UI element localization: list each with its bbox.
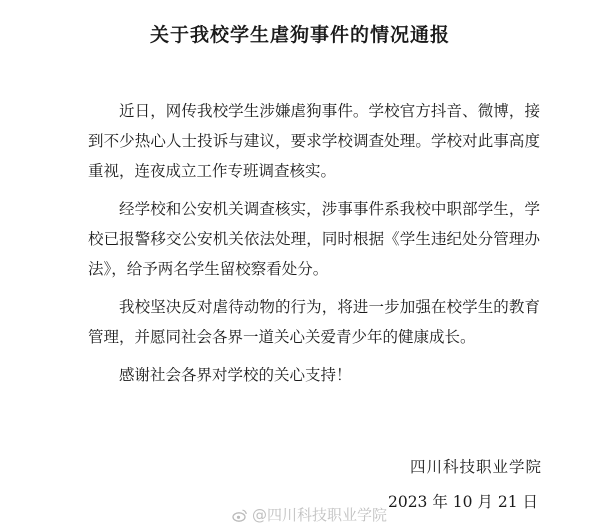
paragraph-3: 我校坚决反对虐待动物的行为，将进一步加强在校学生的教育管理，并愿同社会各界一道关心关爱青少年的健康成长。 bbox=[88, 298, 540, 346]
signature-organization: 四川科技职业学院 bbox=[409, 458, 542, 476]
paragraph-1: 近日，网传我校学生涉嫌虐狗事件。学校官方抖音、微博，接到不少热心人士投诉与建议，要求学校调查处理。学校对此事高度重视，连夜成立工作专班调查核实。 bbox=[88, 102, 540, 180]
weibo-watermark bbox=[232, 504, 387, 525]
weibo-icon bbox=[232, 507, 248, 523]
paragraph-2: 经学校和公安机关调查核实，涉事事件系我校中职部学生，学校已报警移交公安机关依法处理，同时根据《学生违纪处分管理办法》，给予两名学生留校察看处分。 bbox=[88, 200, 540, 278]
watermark-text: @四川科技职业学院 bbox=[252, 506, 388, 524]
page-title: 关于我校学生虐狗事件的情况通报 bbox=[149, 24, 450, 46]
notice-body bbox=[88, 96, 540, 398]
signature-date: 2023 年 10 月 21 日 bbox=[387, 493, 538, 511]
paragraph-4: 感谢社会各界对学校的关心支持！ bbox=[119, 366, 352, 384]
